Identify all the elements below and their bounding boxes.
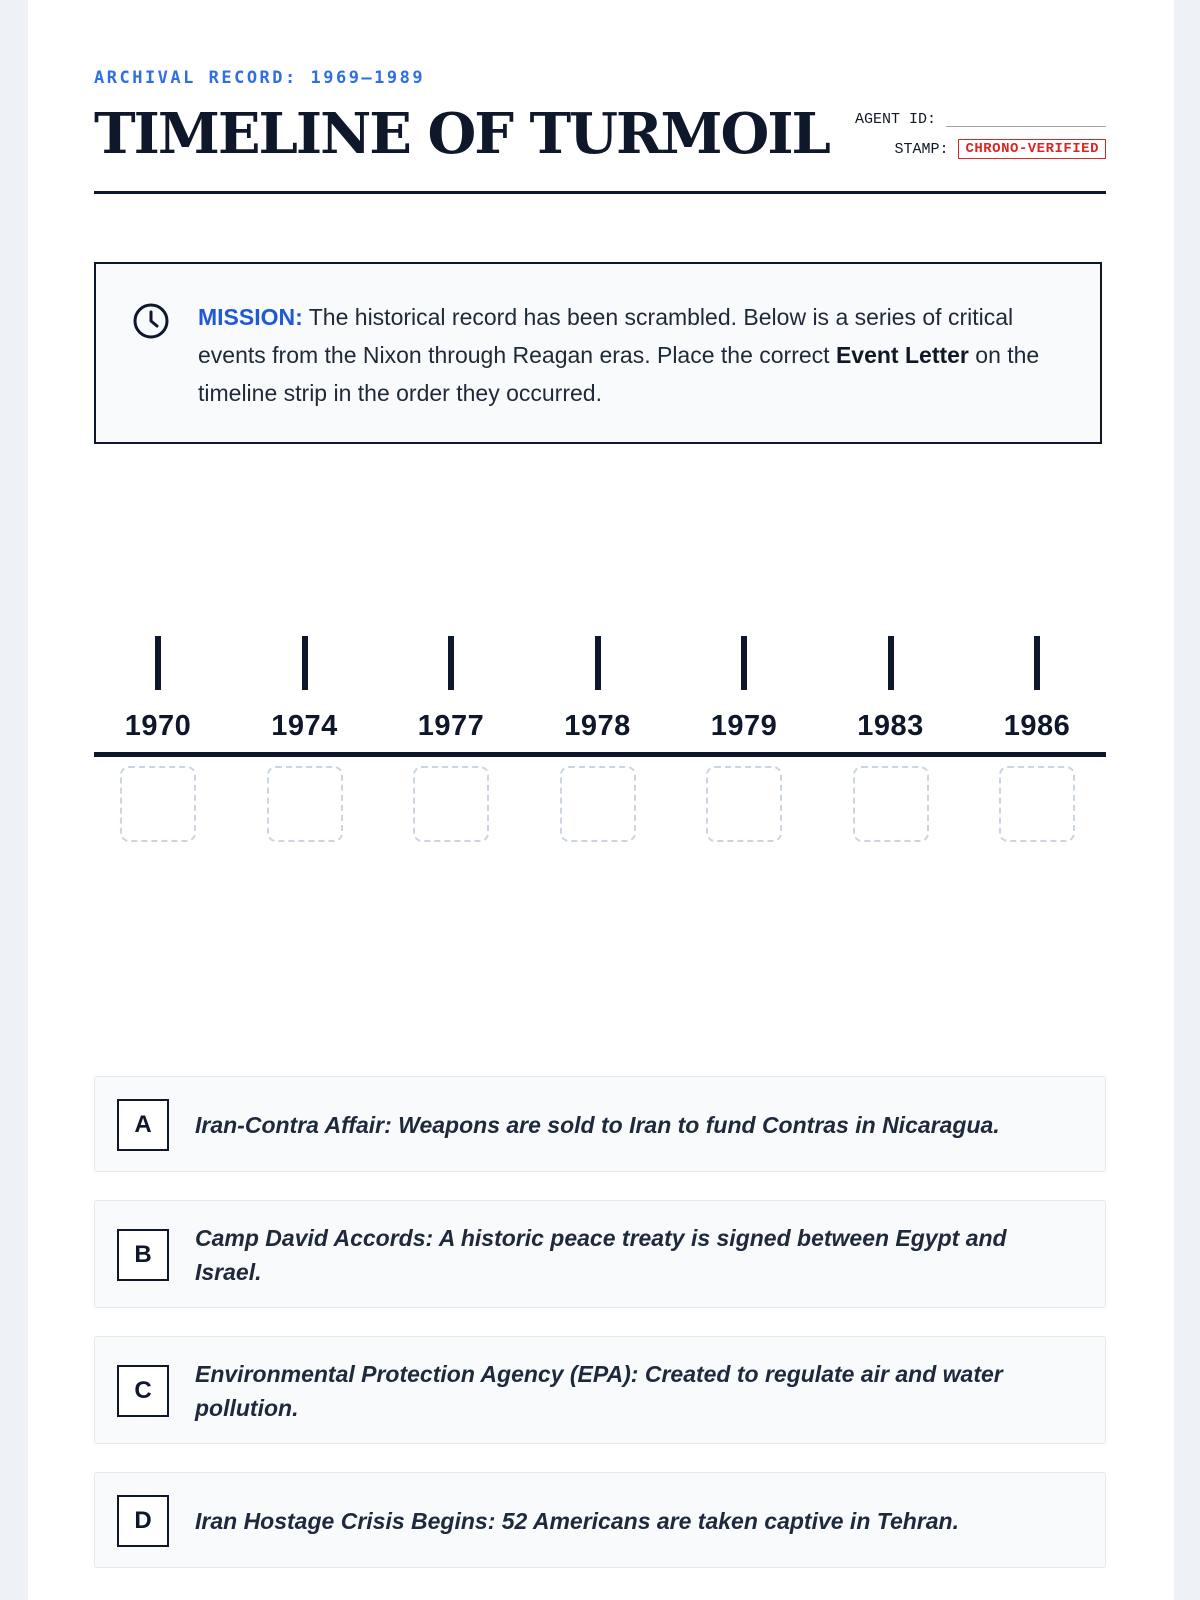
timeline-tick — [888, 636, 894, 690]
timeline-year: 1978 — [564, 710, 631, 742]
mission-text — [198, 298, 1058, 412]
timeline-year: 1977 — [417, 710, 485, 742]
page-title: TIMELINE OF TURMOIL — [94, 101, 829, 167]
meta-block — [836, 108, 1106, 168]
timeline-marker — [841, 636, 941, 743]
event-card[interactable] — [94, 1200, 1106, 1308]
event-description: Camp David Accords: A historic peace treaty is signed between Egypt and Israel. — [195, 1225, 1007, 1285]
agent-id-label: AGENT ID: — [854, 110, 936, 128]
clock-icon — [132, 302, 170, 340]
agent-id-field[interactable] — [946, 112, 1106, 127]
mission-lead: MISSION: — [198, 304, 303, 330]
timeline-year: 1970 — [124, 710, 192, 742]
timeline-marker — [108, 636, 208, 743]
timeline-marker — [401, 636, 501, 743]
answer-slot[interactable] — [999, 766, 1075, 842]
event-letter: C — [117, 1365, 169, 1417]
event-description: Iran Hostage Crisis Begins: 52 Americans are taken captive in Tehran. — [195, 1508, 959, 1534]
timeline-axis — [94, 752, 1106, 757]
event-description: Iran-Contra Affair: Weapons are sold to Iran to fund Contras in Nicaragua. — [195, 1112, 1000, 1138]
timeline-year: 1986 — [1003, 710, 1071, 742]
answer-slot[interactable] — [706, 766, 782, 842]
mission-box — [94, 262, 1102, 444]
stamp-label: STAMP: — [894, 140, 949, 158]
timeline-tick — [1034, 636, 1040, 690]
timeline-marker — [255, 636, 355, 743]
event-description: Environmental Protection Agency (EPA): Created to regulate air and water pollution. — [195, 1361, 1003, 1421]
event-letter: D — [117, 1495, 169, 1547]
timeline-tick — [595, 636, 601, 690]
answer-slot[interactable] — [267, 766, 343, 842]
event-letter: B — [117, 1229, 169, 1281]
timeline-marker — [987, 636, 1087, 743]
timeline-marker — [548, 636, 648, 743]
mission-bold-term: Event Letter — [835, 342, 969, 368]
archival-record-kicker: ARCHIVAL RECORD: 1969—1989 — [94, 68, 426, 88]
mission-text-part-2: on the timeline strip in the order they occurred. — [198, 342, 1040, 406]
timeline-tick — [302, 636, 308, 690]
timeline-tick — [741, 636, 747, 690]
agent-id-row — [836, 108, 1106, 130]
timeline-tick — [448, 636, 454, 690]
stamp-badge: CHRONO-VERIFIED — [958, 139, 1106, 159]
timeline-year: 1979 — [710, 710, 778, 742]
answer-slot[interactable] — [413, 766, 489, 842]
event-card[interactable] — [94, 1472, 1106, 1568]
timeline-year: 1983 — [857, 710, 924, 742]
answer-slot[interactable] — [853, 766, 929, 842]
header-divider — [94, 191, 1106, 194]
timeline-tick — [155, 636, 161, 690]
timeline-strip — [94, 636, 1106, 856]
answer-slot[interactable] — [560, 766, 636, 842]
event-card[interactable] — [94, 1336, 1106, 1444]
event-card[interactable] — [94, 1076, 1106, 1172]
timeline-marker — [694, 636, 794, 743]
event-letter: A — [117, 1099, 169, 1151]
mission-text-part-1: The historical record has been scrambled. Below is a series of critical events from the Nixon through Reagan eras. Place the correct — [198, 304, 1014, 368]
stamp-row — [836, 138, 1106, 160]
answer-slot[interactable] — [120, 766, 196, 842]
worksheet-page — [28, 0, 1174, 1600]
timeline-year: 1974 — [271, 710, 338, 742]
